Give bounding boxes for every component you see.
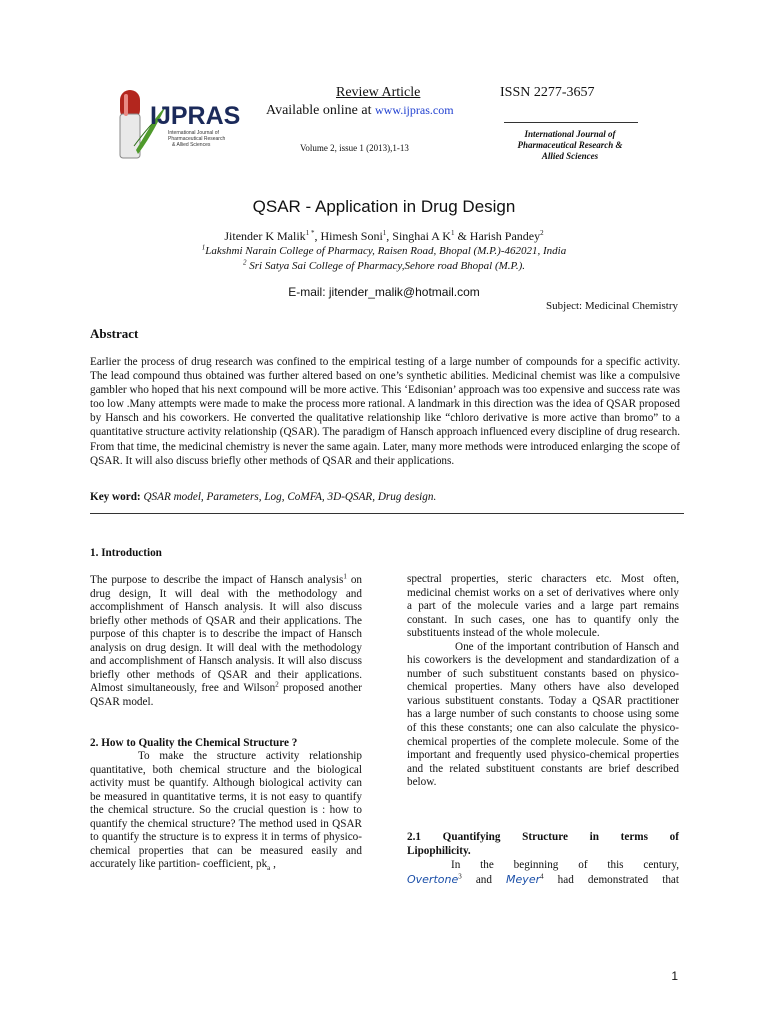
abstract-text: Earlier the process of drug research was confined to the empirical testing of a large number of compounds for a specific activity. The lead compound thus obtained was further altered based on one’s synthetic abilities. Medicinal chemist was like a compulsive gambler who hoped that his next compound will be more active. This ‘Edisonian’ approach was too expensive and success rate was too low .Many attempts were made to make the process more rational. A landmark in this direction was the idea of QSAR proposed by Hansch and his coworkers. He converted the qualitative relationship like “chloro derivative is more active than bromo” to a quantitative structure activity relationship (QSAR). The paradigm of Hansch approach influenced every discipline of drug research. From that time, the medicinal chemistry is never the same again. Later, many more methods were introduced enlarging the scope of QSAR. It will also discuss briefly other methods of QSAR and their applications.: [90, 356, 680, 467]
issn: ISSN 2277-3657: [500, 85, 595, 100]
overtone-ref: 3: [458, 871, 462, 880]
section-divider: [90, 513, 684, 514]
s21-word-4: in: [589, 831, 599, 843]
affiliation-2-sup: 2: [242, 258, 247, 267]
meyer-ref: 4: [540, 871, 544, 880]
section-2-body: To make the structure activity relationship quantitative, both chemical structure and the biological activity must be quantify. Although biological activity can be measured in quantitative terms, it is not easy to quantify the chemical structure. So the crucial question is : how to quantify the chemical structure? The method used in QSAR to quantify the structure is to express it in terms of physico-chemical properties that can be measured easily and accurately like partition- coefficient, pk: [90, 750, 362, 871]
author-3-sup: 1: [450, 229, 455, 237]
capsule-leaf-logo-icon: [106, 84, 240, 164]
author-2-sup: 1: [382, 229, 387, 237]
header-divider: [504, 122, 638, 123]
contact-email: [0, 285, 768, 299]
abstract-heading: Abstract: [90, 326, 139, 341]
s21-line-1: In the beginning of this century,: [451, 859, 679, 871]
affiliation-1-sup: 1: [201, 243, 206, 252]
journal-logo: [106, 84, 240, 164]
overtone-name: Overtone: [407, 872, 459, 886]
logo-sub-1: International Journal of: [168, 130, 219, 136]
logo-sub-2: Pharmaceutical Research: [168, 136, 226, 142]
author-4: & Harish Pandey: [454, 229, 541, 243]
journal-line-3: Allied Sciences: [541, 151, 599, 161]
email-address: jitender_malik@hotmail.com: [325, 285, 480, 299]
author-2: , Himesh Soni: [314, 229, 383, 243]
author-4-sup: 2: [540, 229, 544, 237]
section-2-1-heading: [407, 831, 679, 858]
journal-name: [490, 129, 650, 162]
intro-ref-2: 2: [275, 680, 279, 689]
intro-part-3: proposed another QSAR model.: [90, 682, 362, 708]
s21-and: and: [461, 873, 507, 886]
intro-ref-1: 1: [343, 572, 347, 581]
s21-word-6: of: [669, 831, 679, 843]
author-list: [0, 229, 768, 244]
section-2-sub: a: [267, 864, 271, 873]
keywords: [90, 491, 436, 503]
s21-tail: had demonstrated that: [543, 873, 680, 886]
logo-text: IJPRAS: [150, 102, 240, 130]
journal-line-1: International Journal of: [524, 129, 616, 139]
s21-word-5: terms: [620, 831, 648, 843]
journal-url-link[interactable]: www.ijpras.com: [374, 103, 454, 117]
s21-word-2: Quantifying: [442, 831, 501, 843]
meyer-name: Meyer: [506, 872, 541, 886]
keywords-label: Key word:: [90, 491, 141, 503]
section-2-1-text: [407, 859, 679, 887]
volume-info: Volume 2, issue 1 (2013),1-13: [300, 143, 409, 153]
page-number: 1: [671, 969, 678, 983]
author-1: Jitender K Malik: [224, 229, 306, 243]
author-3: , Singhai A K: [386, 229, 451, 243]
paper-title: QSAR - Application in Drug Design: [252, 197, 516, 216]
available-online: [266, 103, 454, 119]
column-2-text: [407, 573, 679, 790]
s21-word-3: Structure: [522, 831, 568, 843]
section-2-text: [90, 750, 362, 872]
available-prefix: Available online at: [266, 103, 372, 118]
intro-part-1: The purpose to describe the impact of Hansch analysis: [90, 574, 344, 586]
article-type: Review Article: [336, 85, 421, 100]
affiliation-2-text: Sri Satya Sai College of Pharmacy,Sehore road Bhopal (M.P.).: [246, 260, 526, 272]
author-1-sup: 1 *: [305, 229, 315, 237]
s21-word-1: 2.1: [407, 831, 421, 843]
logo-sub-3: & Allied Sciences: [172, 142, 211, 148]
keywords-list: QSAR model, Parameters, Log, CoMFA, 3D-QSAR, Drug design.: [143, 491, 437, 503]
email-label: E-mail:: [288, 285, 326, 299]
s21-line-2: Lipophilicity.: [407, 844, 471, 857]
col2-paragraph-1: spectral properties, steric characters etc. Most often, medicinal chemist works on a set of derivatives where only a part of the molecule varies and a large part remains constant. In such cases, one has to quantify only the substituents instead of the whole molecule.: [407, 573, 679, 640]
affiliation-1: [0, 245, 768, 257]
intro-text: [90, 574, 362, 709]
section-2-heading: 2. How to Quality the Chemical Structure ?: [90, 737, 298, 749]
intro-part-2: on drug design, It will deal with the methodology and accomplishment of Hansch analysis. It will also discuss briefly other methods of QSAR and their applications. The purpose of this chapter is to describe the impact of Hansch analysis on drug design. It will deal with the methodology and accomplishment of Hansch analysis. It will also discuss briefly other methods of QSAR and their applications. Almost simultaneously, free and Wilson: [90, 574, 363, 695]
affiliation-2: [0, 260, 768, 272]
journal-line-2: Pharmaceutical Research &: [517, 140, 623, 150]
intro-heading: 1. Introduction: [90, 547, 162, 559]
col2-paragraph-2: One of the important contribution of Hansch and his coworkers is the development and standardization of a number of such substituent constants based on physico-chemical properties. Many others have also developed various substituent constants. Today a QSAR practitioner has a large number of such constants to choose using some of this these constants; one can also calculate the physico-chemical properties of the complete molecule. Some of the important and frequently used physico-chemical properties and the related substituent constants are brief described below.: [407, 640, 679, 789]
subject-area: Subject: Medicinal Chemistry: [546, 300, 678, 312]
section-2-tail: ,: [270, 858, 276, 871]
affiliation-1-text: Lakshmi Narain College of Pharmacy, Raisen Road, Bhopal (M.P.)-462021, India: [205, 245, 567, 257]
